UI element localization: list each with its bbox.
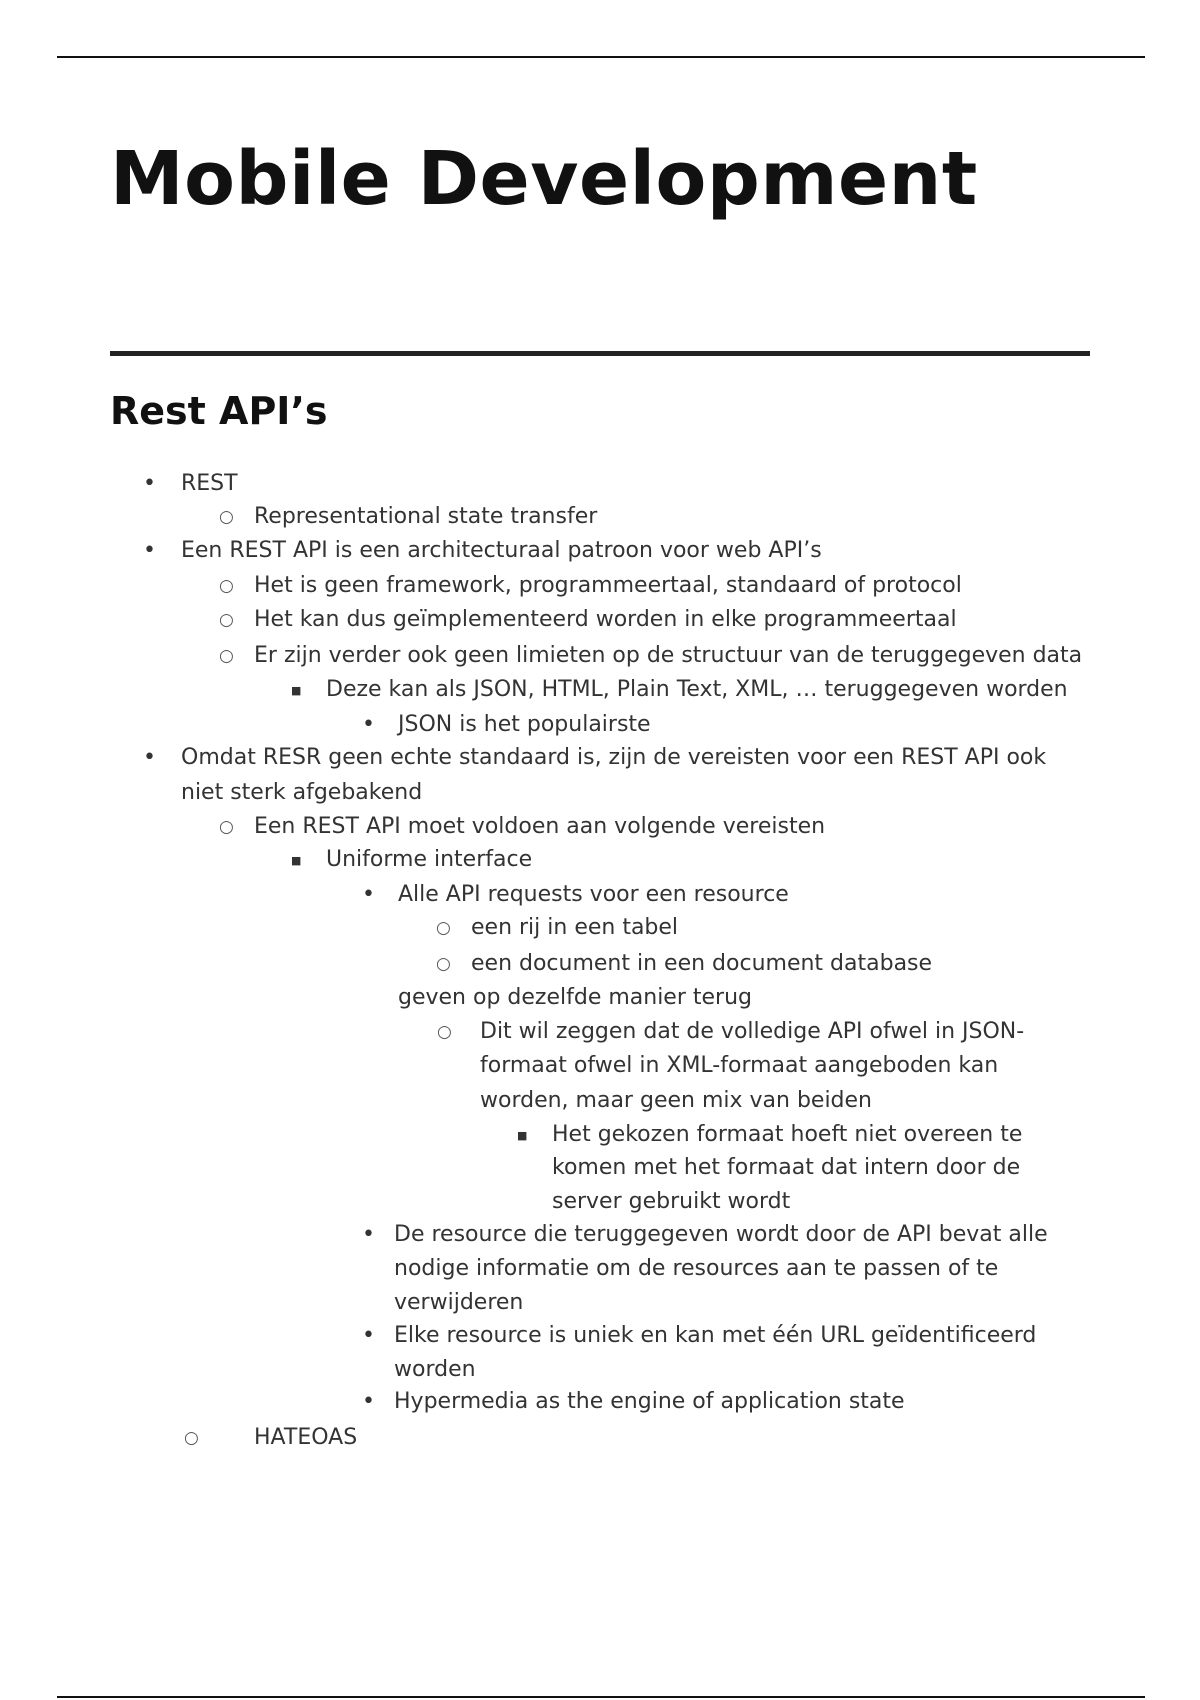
bullet-circle-icon: ○ xyxy=(436,918,451,938)
bullet-square-icon: ■ xyxy=(517,1129,528,1142)
list-item-continuation: verwijderen xyxy=(394,1290,524,1315)
list-item-continuation: komen met het formaat dat intern door de xyxy=(552,1155,1021,1180)
bullet-disc-icon: • xyxy=(362,882,375,907)
bullet-disc-icon: • xyxy=(143,538,156,563)
list-item-continuation: formaat ofwel in XML-formaat aangeboden kan xyxy=(480,1053,999,1078)
bullet-square-icon: ■ xyxy=(291,854,302,867)
bullet-circle-icon: ○ xyxy=(219,576,234,596)
bullet-disc-icon: • xyxy=(143,745,156,770)
bullet-square-icon: ■ xyxy=(291,684,302,697)
list-item-continuation: worden xyxy=(394,1357,476,1382)
bullet-circle-icon: ○ xyxy=(437,1022,452,1042)
list-text: geven op dezelfde manier terug xyxy=(398,985,752,1010)
document-page: Mobile Development Rest API’s • REST ○ Representational state transfer • Een REST API is een architecturaal patroon voor web API’s ○ Het is geen framework, programmeertaal, standaard of protocol ○ Het kan dus geïmplementeerd worden in elke programmeertaal ○ Er zijn verder ook geen limieten op de structuur van de teruggegeven data ■ Deze kan als JSON, HTML, Plain Text, XML, … teruggegeven worden • JSON is het populairste • Omdat RESR geen echte standaard is, zijn de vereisten voor een REST API ook niet sterk afgebakend ○ Een REST API moet voldoen aan volgende vereisten ■ Uniforme interface • Alle API requests voor een resource ○ een rij in een tabel ○ een document in een document database geven op dezelfde manier terug ○ Dit wil zeggen dat de volledige API ofwel in JSON- formaat ofwel in XML-formaat aangeboden kan worden, maar geen mix van beiden ■ Het gekozen formaat hoeft niet overeen te komen met het formaat dat intern door de server gebruikt wordt • De resource die teruggegeven wordt door de API bevat alle nodige informatie om de resources aan te passen of te verwijderen • Elke resource is uniek en kan met één URL geïdentificeerd worden • Hypermedia as the engine of application state ○ HATEOAS xyxy=(0,0,1200,1700)
bullet-circle-icon: ○ xyxy=(184,1428,199,1448)
list-item-continuation: worden, maar geen mix van beiden xyxy=(480,1088,872,1113)
bullet-circle-icon: ○ xyxy=(436,954,451,974)
list-item-continuation: nodige informatie om de resources aan te passen of te xyxy=(394,1256,999,1281)
bullet-circle-icon: ○ xyxy=(219,610,234,630)
bullet-disc-icon: • xyxy=(362,1389,375,1414)
bullet-circle-icon: ○ xyxy=(219,646,234,666)
bullet-disc-icon: • xyxy=(362,1222,375,1247)
title-divider xyxy=(110,351,1090,356)
list-item-continuation: server gebruikt wordt xyxy=(552,1189,791,1214)
bullet-circle-icon: ○ xyxy=(219,817,234,837)
bullet-disc-icon: • xyxy=(362,1323,375,1348)
bottom-rule xyxy=(57,1696,1145,1698)
bullet-disc-icon: • xyxy=(362,712,375,737)
list-item-continuation: niet sterk afgebakend xyxy=(181,780,423,805)
bullet-disc-icon: • xyxy=(143,471,156,496)
bullet-circle-icon: ○ xyxy=(219,507,234,527)
page-title: Mobile Development xyxy=(110,136,978,222)
top-rule xyxy=(57,56,1145,58)
section-heading: Rest API’s xyxy=(110,389,328,433)
